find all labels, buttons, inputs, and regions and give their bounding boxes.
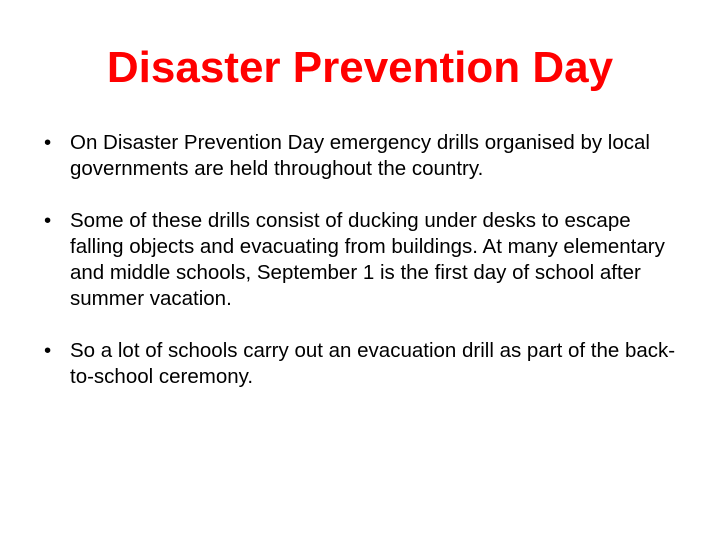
bullet-item-3 (44, 338, 684, 390)
bullet-text: Some of these drills consist of ducking under desks to escape falling objects and evacuating from buildings. At many elementary and middle schools, September 1 is the first day of school after summer vacation. (70, 209, 665, 310)
bullet-text: So a lot of schools carry out an evacuation drill as part of the back-to-school ceremony. (70, 339, 676, 388)
bullet-marker: • (44, 209, 52, 232)
bullet-item-2 (44, 208, 684, 312)
bullet-list (44, 130, 684, 416)
bullet-marker: • (44, 339, 52, 362)
bullet-item-1 (44, 130, 684, 182)
slide-title: Disaster Prevention Day (106, 43, 614, 92)
bullet-marker: • (44, 131, 52, 154)
bullet-text: On Disaster Prevention Day emergency drills organised by local governments are held throughout the country. (70, 131, 650, 180)
